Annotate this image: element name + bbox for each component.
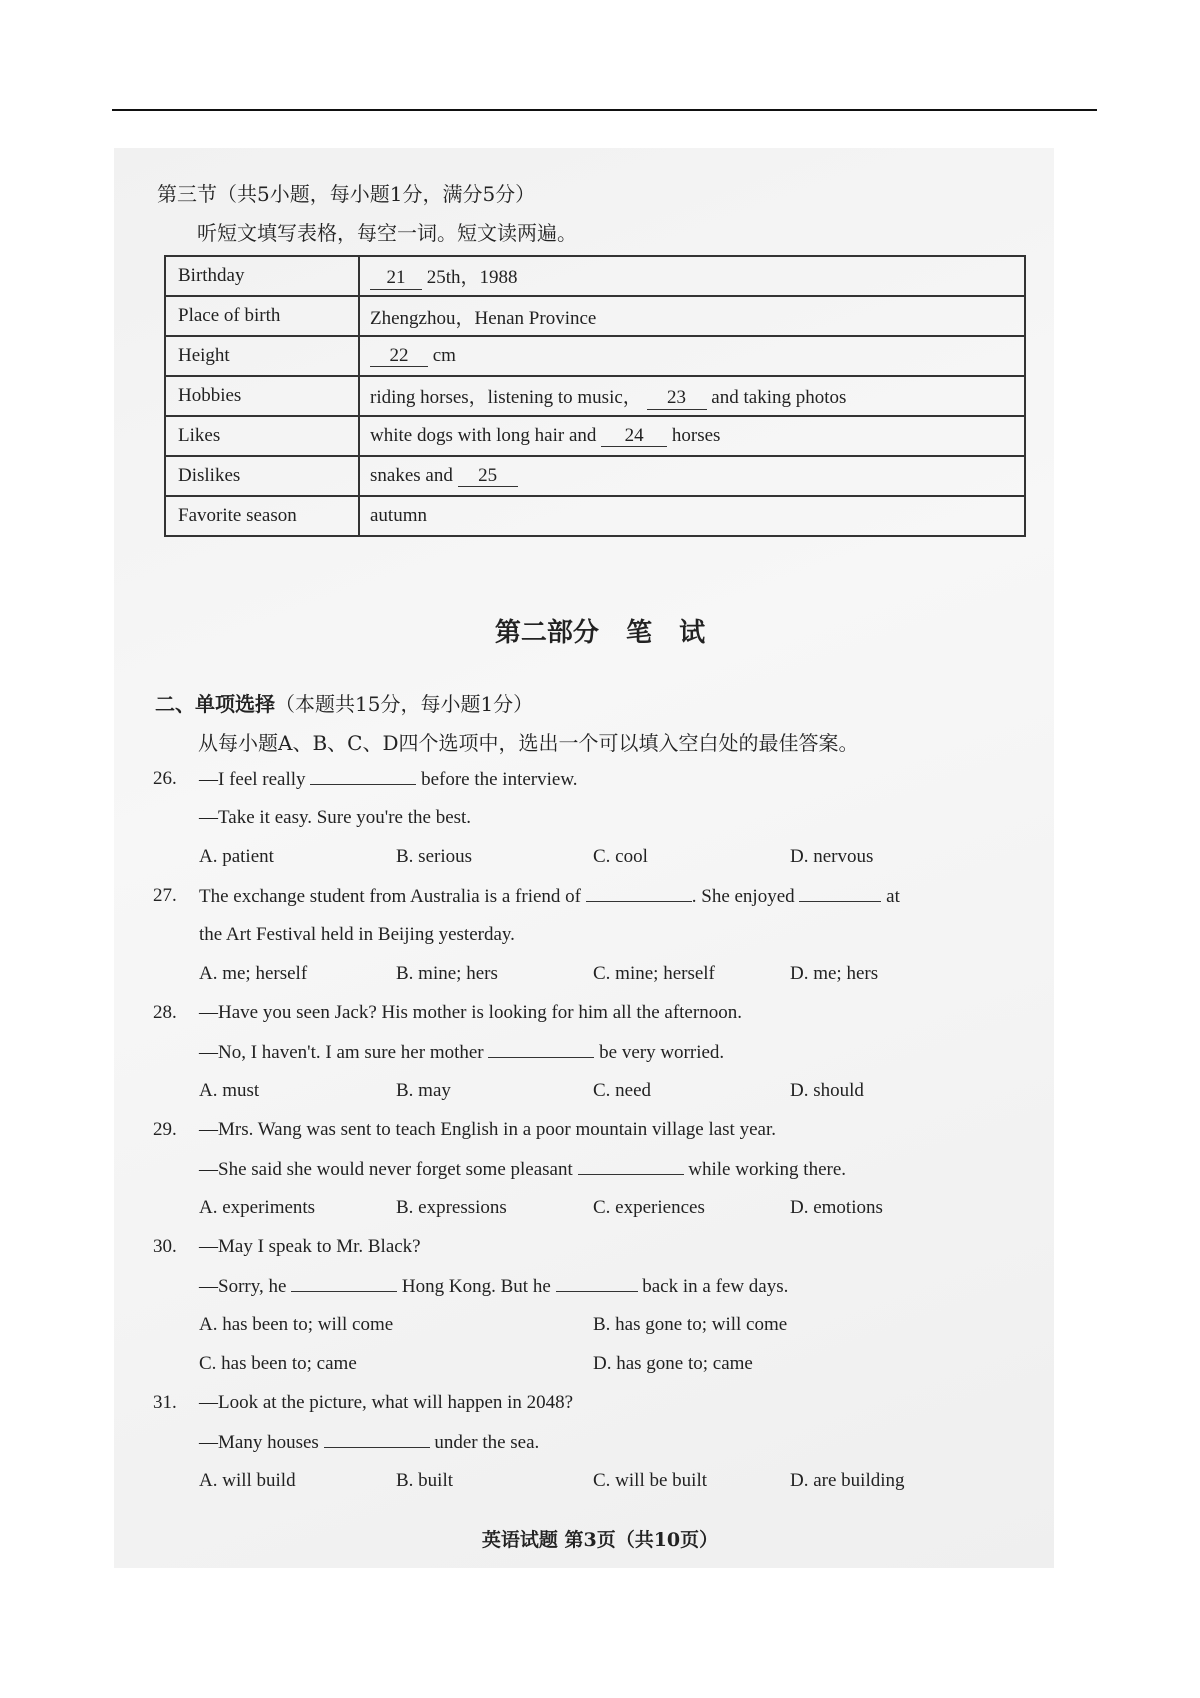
top-rule	[112, 109, 1097, 111]
question-stem	[199, 1275, 788, 1298]
value-text: cm	[432, 344, 456, 366]
option-a[interactable]: A. has been to; will come	[199, 1314, 394, 1335]
answer-blank[interactable]: 22	[370, 346, 428, 368]
question-number: 26.	[153, 768, 177, 789]
part2-title-word: 试	[679, 618, 706, 648]
question-stem: —Have you seen Jack? His mother is looking for him all the afternoon.	[199, 1002, 742, 1023]
value-text: snakes and	[370, 464, 453, 486]
option-c[interactable]: C. mine; herself	[593, 963, 715, 984]
row-label: Favorite season	[165, 496, 359, 536]
question-number: 28.	[153, 1002, 177, 1023]
option-c[interactable]: C. has been to; came	[199, 1353, 357, 1374]
listening-table	[164, 255, 1026, 537]
option-b[interactable]: B. serious	[396, 846, 472, 867]
answer-blank[interactable]	[310, 768, 416, 785]
table-row	[165, 416, 1025, 456]
section2-heading	[155, 688, 533, 717]
option-a[interactable]: A. patient	[199, 846, 274, 867]
table-row	[165, 336, 1025, 376]
row-label: Likes	[165, 416, 359, 456]
stem-text: Hong Kong. But he	[401, 1276, 551, 1297]
question-stem	[199, 885, 900, 908]
option-a[interactable]: A. me; herself	[199, 963, 308, 984]
value-text: horses	[671, 424, 721, 446]
stem-text: at	[886, 886, 900, 907]
question-number: 30.	[153, 1236, 177, 1257]
question-stem: —Mrs. Wang was sent to teach English in a poor mountain village last year.	[199, 1119, 776, 1140]
option-d[interactable]: D. has gone to; came	[593, 1353, 753, 1374]
option-b[interactable]: B. expressions	[396, 1197, 507, 1218]
answer-blank[interactable]	[291, 1275, 397, 1292]
value-text: 25th，1988	[426, 267, 518, 289]
part2-title-word: 第二部分	[494, 618, 599, 648]
answer-blank[interactable]: 23	[647, 388, 707, 410]
question-stem	[199, 768, 578, 791]
option-c[interactable]: C. cool	[593, 846, 648, 867]
question-number: 27.	[153, 885, 177, 906]
row-value: Zhengzhou，Henan Province	[359, 296, 1025, 336]
table-row	[165, 256, 1025, 296]
row-value: autumn	[359, 496, 1025, 536]
answer-blank[interactable]	[586, 885, 692, 902]
answer-blank[interactable]	[578, 1158, 684, 1175]
value-text: riding horses，listening to music，	[370, 387, 642, 409]
option-a[interactable]: A. will build	[199, 1470, 296, 1491]
answer-blank[interactable]	[799, 885, 881, 902]
stem-text: —Sorry, he	[199, 1276, 287, 1297]
stem-text: . She enjoyed	[691, 886, 795, 907]
option-b[interactable]: B. built	[396, 1470, 454, 1491]
option-c[interactable]: C. experiences	[593, 1197, 705, 1218]
stem-text: —I feel really	[199, 769, 306, 790]
section2-instruction: 从每小题A、B、C、D四个选项中，选出一个可以填入空白处的最佳答案。	[198, 731, 859, 755]
stem-text: be very worried.	[599, 1042, 725, 1063]
question-stem: —Look at the picture, what will happen in 2048?	[199, 1392, 574, 1413]
answer-blank[interactable]	[324, 1431, 430, 1448]
option-d[interactable]: D. nervous	[790, 846, 874, 867]
question-stem: the Art Festival held in Beijing yesterday.	[199, 924, 515, 945]
page-footer: 英语试题 第3页（共10页）	[481, 1529, 719, 1551]
row-label: Dislikes	[165, 456, 359, 496]
value-text: and taking photos	[711, 387, 847, 409]
section3-heading: 第三节（共5小题，每小题1分，满分5分）	[157, 182, 536, 206]
row-value	[359, 416, 1025, 456]
option-d[interactable]: D. emotions	[790, 1197, 883, 1218]
section2-heading-text: 二、单项选择	[155, 692, 275, 716]
table-row	[165, 456, 1025, 496]
option-d[interactable]: D. me; hers	[790, 963, 879, 984]
row-value	[359, 336, 1025, 376]
question-stem: —May I speak to Mr. Black?	[199, 1236, 421, 1257]
answer-blank[interactable]	[556, 1275, 638, 1292]
question-stem	[199, 1158, 846, 1181]
question-stem	[199, 1431, 539, 1454]
answer-blank[interactable]: 25	[458, 466, 518, 488]
answer-blank[interactable]	[488, 1041, 594, 1058]
stem-text: —She said she would never forget some pleasant	[199, 1159, 573, 1180]
table-row	[165, 376, 1025, 416]
option-c[interactable]: C. will be built	[593, 1470, 707, 1491]
row-value	[359, 376, 1025, 416]
section2-heading-note: （本题共15分，每小题1分）	[275, 692, 534, 716]
row-label: Height	[165, 336, 359, 376]
value-text: white dogs with long hair and	[370, 424, 597, 446]
part2-title-word: 笔	[625, 618, 652, 648]
answer-blank[interactable]: 21	[370, 268, 422, 290]
stem-text: under the sea.	[434, 1432, 540, 1453]
table-row	[165, 496, 1025, 536]
stem-text: —Many houses	[199, 1432, 319, 1453]
row-label: Place of birth	[165, 296, 359, 336]
stem-text: back in a few days.	[642, 1276, 789, 1297]
option-b[interactable]: B. mine; hers	[396, 963, 498, 984]
section3-instruction: 听短文填写表格，每空一词。短文读两遍。	[197, 221, 577, 245]
row-label: Hobbies	[165, 376, 359, 416]
row-value	[359, 456, 1025, 496]
row-label: Birthday	[165, 256, 359, 296]
part2-title	[0, 612, 1200, 649]
row-value	[359, 256, 1025, 296]
question-number: 31.	[153, 1392, 177, 1413]
stem-text: while working there.	[688, 1159, 847, 1180]
stem-text: The exchange student from Australia is a friend of	[199, 886, 581, 907]
option-d[interactable]: D. are building	[790, 1470, 905, 1491]
stem-text: —No, I haven't. I am sure her mother	[199, 1042, 484, 1063]
option-b[interactable]: B. may	[396, 1080, 451, 1101]
option-b[interactable]: B. has gone to; will come	[593, 1314, 788, 1335]
question-stem: —Take it easy. Sure you're the best.	[199, 807, 472, 828]
option-a[interactable]: A. must	[199, 1080, 260, 1101]
stem-text: before the interview.	[421, 769, 578, 790]
option-d[interactable]: D. should	[790, 1080, 864, 1101]
answer-blank[interactable]: 24	[601, 426, 667, 448]
question-number: 29.	[153, 1119, 177, 1140]
question-stem	[199, 1041, 724, 1064]
table-row	[165, 296, 1025, 336]
option-a[interactable]: A. experiments	[199, 1197, 316, 1218]
option-c[interactable]: C. need	[593, 1080, 652, 1101]
